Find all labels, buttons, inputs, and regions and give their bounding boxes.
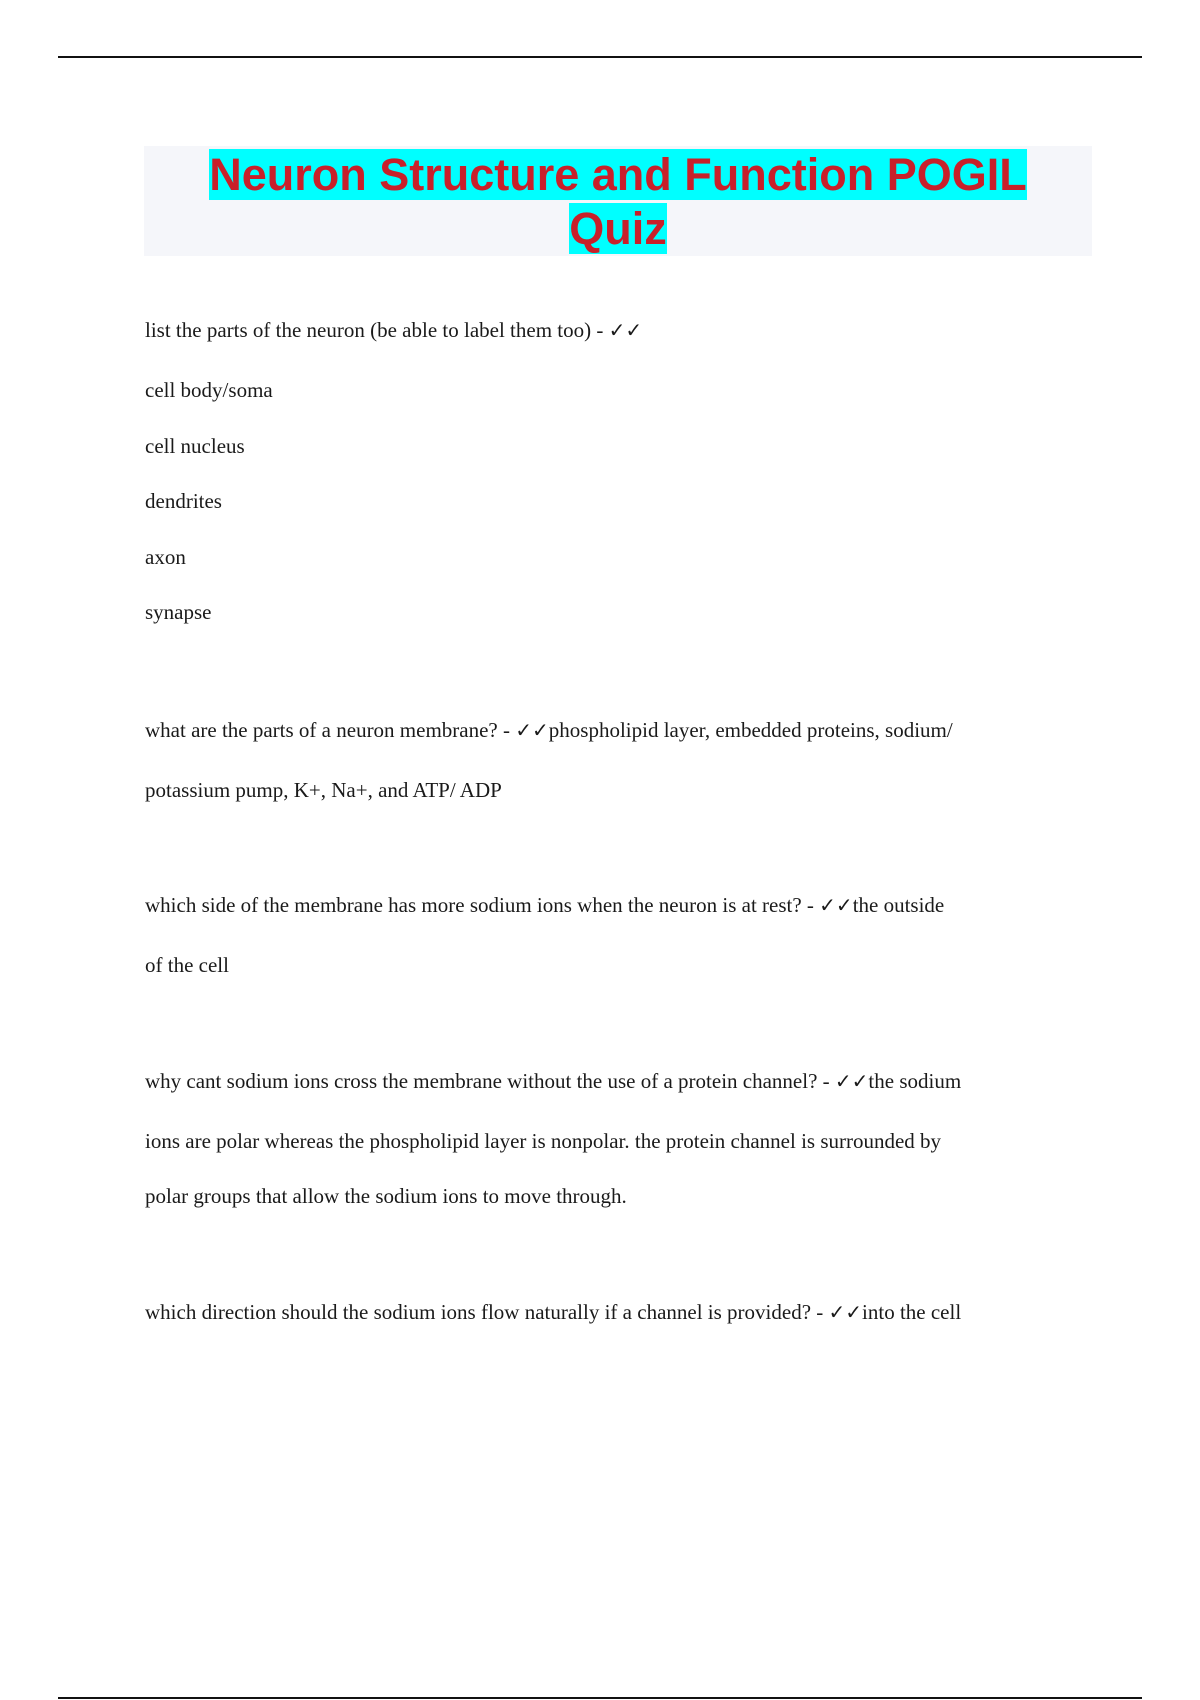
answer-2-line-2: potassium pump, K+, Na+, and ATP/ ADP	[145, 778, 502, 802]
answer-1-item: dendrites	[145, 489, 222, 513]
bottom-rule	[58, 1697, 1142, 1699]
check-icon: ✓✓	[608, 318, 643, 342]
check-icon: ✓✓	[834, 1069, 869, 1093]
question-5	[145, 1300, 961, 1325]
answer-4-line-3: polar groups that allow the sodium ions to move through.	[145, 1184, 627, 1208]
question-3-text: which side of the membrane has more sodium ions when the neuron is at rest? -	[145, 893, 820, 917]
question-1	[145, 318, 642, 343]
answer-1-item: cell body/soma	[145, 378, 273, 402]
question-3	[145, 893, 944, 918]
answer-1-item: cell nucleus	[145, 434, 245, 458]
answer-5-line-1: into the cell	[862, 1300, 962, 1324]
title-line-1: Neuron Structure and Function POGIL	[209, 149, 1027, 200]
answer-3-line-1: the outside	[852, 893, 945, 917]
top-rule	[58, 56, 1142, 58]
question-4-text: why cant sodium ions cross the membrane without the use of a protein channel? -	[145, 1069, 835, 1093]
title-line-2: Quiz	[569, 203, 667, 254]
answer-4-line-1: the sodium	[868, 1069, 962, 1093]
answer-1-item: synapse	[145, 600, 212, 624]
answer-2-line-1: phospholipid layer, embedded proteins, sodium/	[548, 718, 953, 742]
answer-4-line-2: ions are polar whereas the phospholipid layer is nonpolar. the protein channel is surrounded by	[145, 1129, 942, 1153]
answer-1-item: axon	[145, 545, 186, 569]
page-title	[144, 146, 1092, 256]
question-2	[145, 718, 953, 743]
check-icon: ✓✓	[819, 893, 853, 917]
question-5-text: which direction should the sodium ions flow naturally if a channel is provided? -	[145, 1300, 829, 1324]
question-1-text: list the parts of the neuron (be able to label them too) -	[145, 318, 609, 342]
check-icon: ✓✓	[828, 1300, 863, 1324]
check-icon: ✓✓	[515, 718, 549, 742]
question-2-text: what are the parts of a neuron membrane? -	[145, 718, 516, 742]
question-4	[145, 1069, 961, 1094]
answer-3-line-2: of the cell	[145, 953, 229, 977]
